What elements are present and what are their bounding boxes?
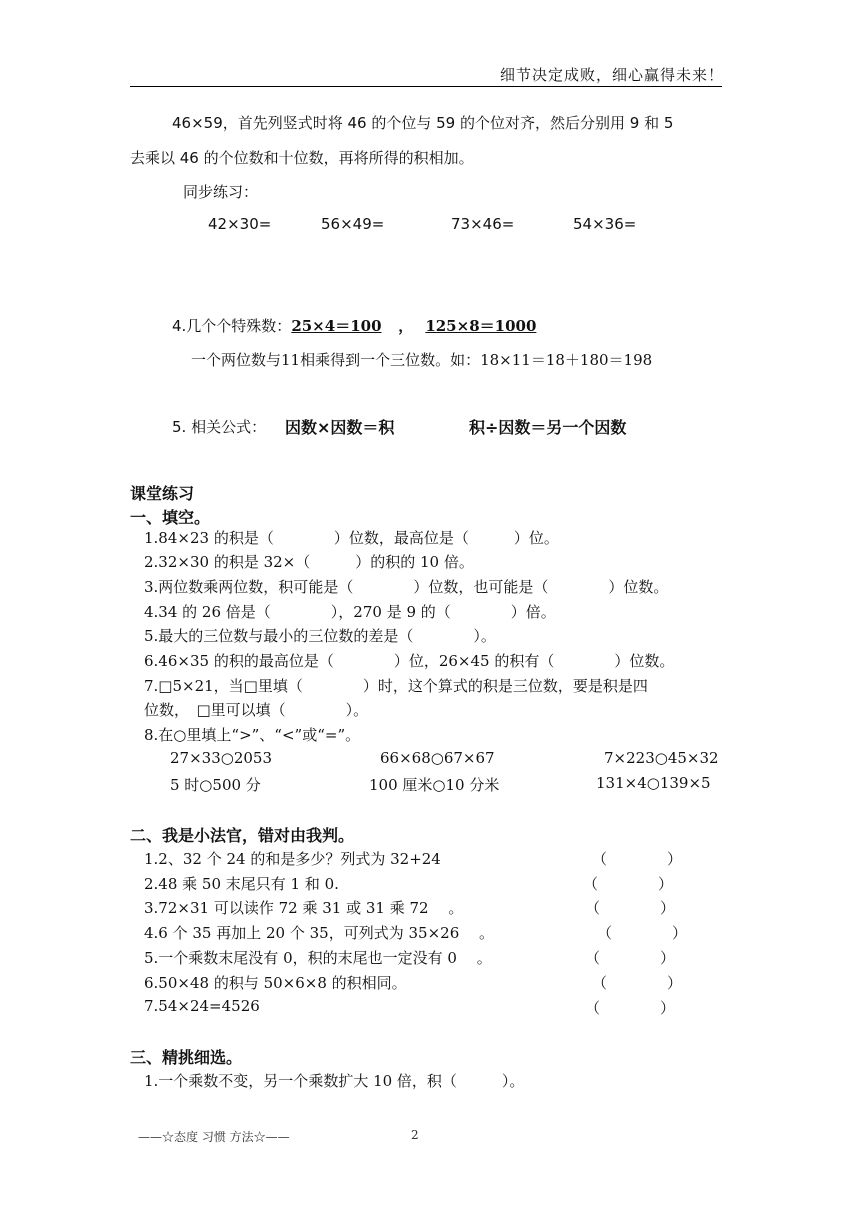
judge-item-3: 3.72×31 可以读作 72 乘 31 或 31 乘 72 。 bbox=[144, 899, 464, 917]
judge-answer-4[interactable]: （ ） bbox=[597, 924, 688, 942]
fill-item-8: 8.在○里填上“>”、“<”或“=”。 bbox=[144, 726, 361, 744]
method-line-1: 46×59，首先列竖式时将 46 的个位与 59 的个位对齐，然后分别用 9 和 5 bbox=[172, 114, 674, 132]
formula-1: 因数×因数＝积 bbox=[285, 418, 395, 437]
special-eq-2: 125×8＝1000 bbox=[425, 317, 537, 335]
part2-title: 二、我是小法官，错对由我判。 bbox=[130, 826, 355, 845]
part3-title: 三、精挑细选。 bbox=[130, 1048, 243, 1067]
page-number: 2 bbox=[411, 1128, 419, 1142]
fill-item-4: 4.34 的 26 倍是（ ），270 是 9 的（ ）倍。 bbox=[144, 603, 556, 621]
judge-answer-5[interactable]: （ ） bbox=[585, 949, 676, 967]
fill-item-1: 1.84×23 的积是（ ）位数，最高位是（ ）位。 bbox=[144, 529, 559, 547]
fill-item-2: 2.32×30 的积是 32×（ ）的积的 10 倍。 bbox=[144, 553, 474, 571]
special-eq-1: 25×4＝100 bbox=[291, 317, 382, 335]
special-title: 4.几个个特殊数： bbox=[172, 317, 292, 335]
judge-answer-7[interactable]: （ ） bbox=[585, 999, 676, 1017]
fill-item-6: 6.46×35 的积的最高位是（ ）位，26×45 的积有（ ）位数。 bbox=[144, 652, 675, 670]
compare-4: 5 时○500 分 bbox=[170, 776, 261, 794]
classroom-heading: 课堂练习 bbox=[130, 484, 195, 503]
judge-answer-2[interactable]: （ ） bbox=[583, 875, 674, 893]
judge-item-5: 5.一个乘数末尾没有 0，积的末尾也一定没有 0 。 bbox=[144, 949, 492, 967]
special-sep: ， bbox=[398, 317, 414, 335]
fill-item-7: 7.□5×21，当□里填（ ）时，这个算式的积是三位数，要是积是四 bbox=[144, 677, 648, 695]
fill-item-3: 3.两位数乘两位数，积可能是（ ）位数，也可能是（ ）位数。 bbox=[144, 578, 669, 596]
compare-2: 66×68○67×67 bbox=[380, 749, 495, 767]
header-motto: 细节决定成败，细心赢得未来！ bbox=[500, 66, 725, 84]
exercise-2: 56×49= bbox=[321, 215, 385, 233]
exercise-4: 54×36= bbox=[573, 215, 637, 233]
formula-2: 积÷因数＝另一个因数 bbox=[469, 418, 627, 437]
judge-item-1: 1.2、32 个 24 的和是多少？列式为 32+24 bbox=[144, 850, 441, 868]
special-note: 一个两位数与11相乘得到一个三位数。如：18×11＝18＋180＝198 bbox=[191, 351, 653, 369]
judge-item-6: 6.50×48 的积与 50×6×8 的积相同。 bbox=[144, 974, 407, 992]
fill-item-5: 5.最大的三位数与最小的三位数的差是（ ）。 bbox=[144, 627, 496, 645]
compare-1: 27×33○2053 bbox=[170, 749, 273, 767]
footer-text: ——☆态度 习惯 方法☆—— bbox=[138, 1130, 290, 1144]
method-line-2: 去乘以 46 的个位数和十位数，再将所得的积相加。 bbox=[130, 149, 474, 167]
judge-answer-3[interactable]: （ ） bbox=[585, 899, 676, 917]
judge-answer-1[interactable]: （ ） bbox=[592, 850, 683, 868]
judge-answer-6[interactable]: （ ） bbox=[592, 974, 683, 992]
judge-item-4: 4.6 个 35 再加上 20 个 35，可列式为 35×26 。 bbox=[144, 924, 495, 942]
part1-title: 一、填空。 bbox=[130, 508, 211, 527]
choice-item-1: 1.一个乘数不变，另一个乘数扩大 10 倍，积（ ）。 bbox=[144, 1072, 525, 1090]
exercise-3: 73×46= bbox=[451, 215, 515, 233]
compare-5: 100 厘米○10 分米 bbox=[369, 776, 500, 794]
header-rule bbox=[130, 86, 722, 87]
practice-label: 同步练习： bbox=[183, 183, 259, 201]
judge-item-2: 2.48 乘 50 末尾只有 1 和 0. bbox=[144, 875, 339, 893]
judge-item-7: 7.54×24=4526 bbox=[144, 997, 260, 1015]
formula-title: 5. 相关公式： bbox=[172, 418, 267, 436]
compare-3: 7×223○45×32 bbox=[604, 749, 719, 767]
compare-6: 131×4○139×5 bbox=[596, 774, 711, 792]
exercise-1: 42×30= bbox=[208, 215, 272, 233]
special-line bbox=[172, 315, 536, 336]
fill-item-7-cont: 位数， □里可以填（ ）。 bbox=[144, 701, 369, 719]
